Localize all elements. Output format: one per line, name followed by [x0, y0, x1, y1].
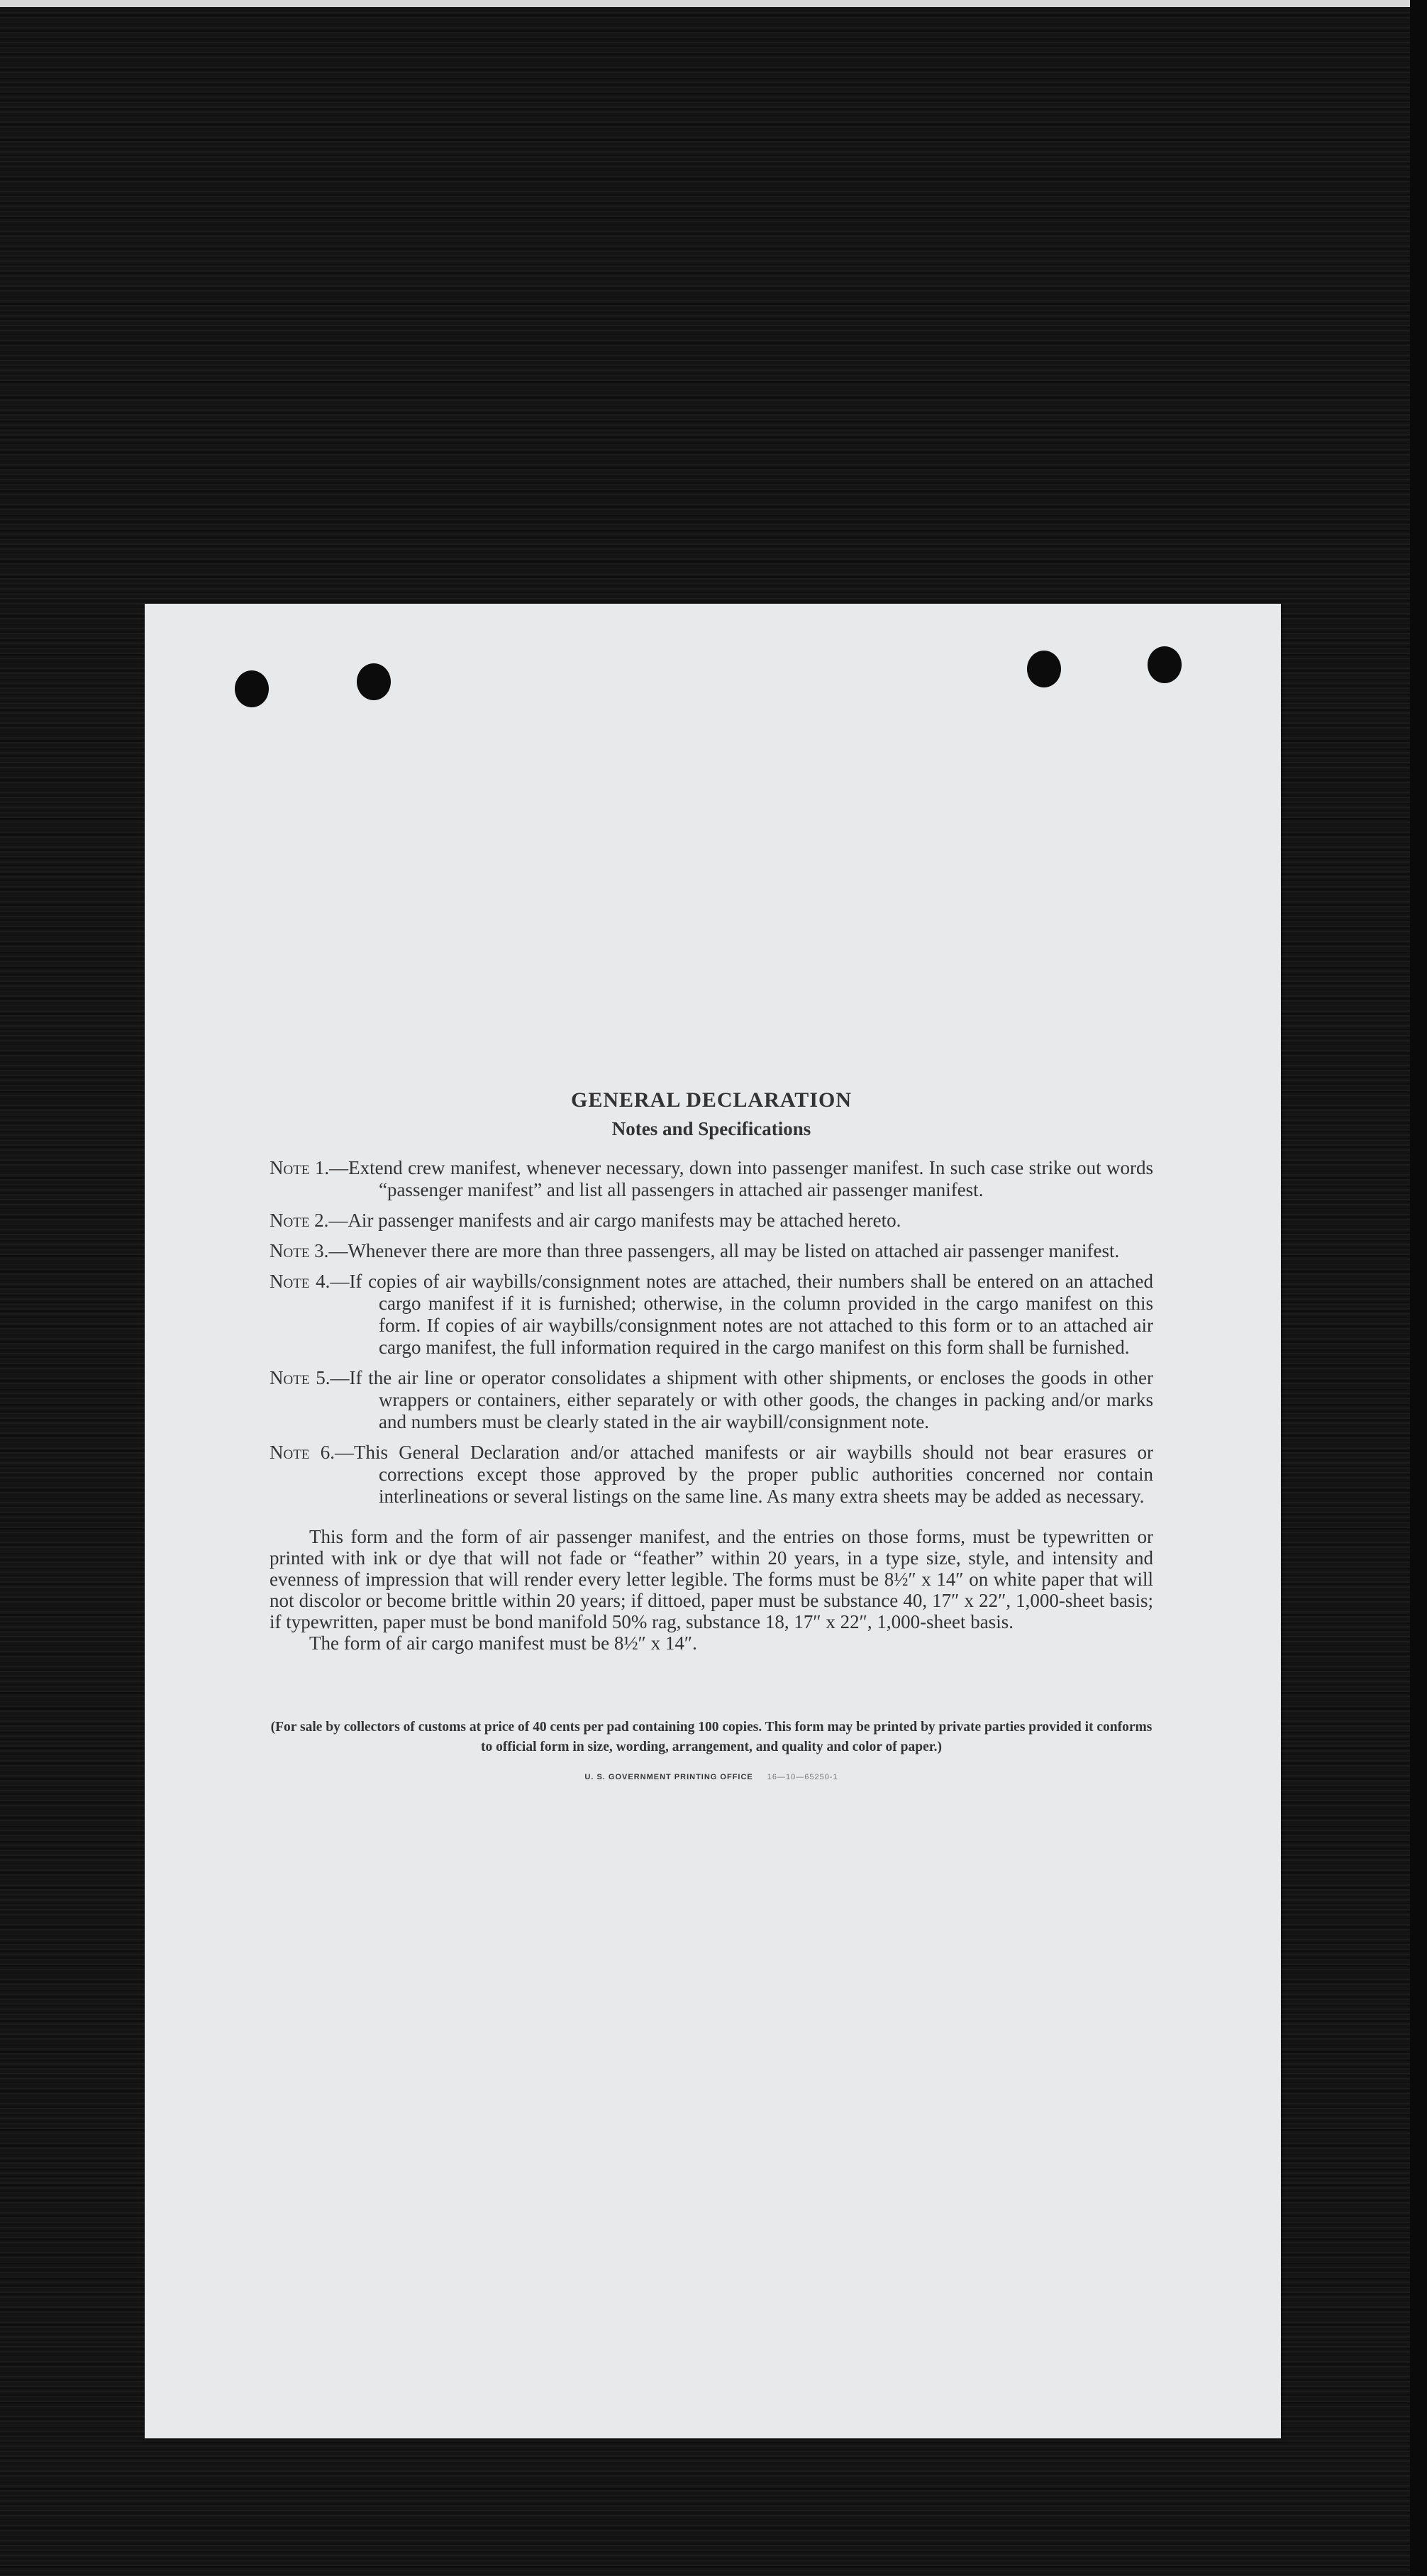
note-label: Note 6. — [270, 1442, 335, 1463]
punch-hole-left-2 — [357, 663, 391, 700]
note-text: —Extend crew manifest, whenever necessary, down into passenger manifest. In such case strike out words “passenger manifest” and list all passengers in attached air passenger manifest. — [329, 1157, 1154, 1200]
note-6 — [270, 1442, 1153, 1508]
cargo-manifest-size-paragraph: The form of air cargo manifest must be 8½″ x 14″. — [309, 1632, 697, 1654]
sale-note: (For sale by collectors of customs at price of 40 cents per pad containing 100 copies. This form may be printed by private parties provided it conforms to official form in size, wording, arrangement, and quality and color of paper.) — [270, 1720, 1153, 1754]
note-text: —This General Declaration and/or attached manifests or air waybills should not bear erasures or corrections except those approved by the proper public authorities concerned nor contain interlineations or several listings on the same line. As many extra sheets may be added as necessary. — [334, 1442, 1153, 1507]
note-label: Note 3. — [270, 1240, 329, 1261]
note-5 — [270, 1367, 1153, 1433]
note-text: —If the air line or operator consolidates a shipment with other shipments, or encloses the goods in other wrappers or containers, either separately or with other goods, the changes in packing and/or marks and numbers must be clearly stated in the air waybill/consignment note. — [330, 1367, 1153, 1432]
form-subtitle: Notes and Specifications — [611, 1118, 811, 1139]
document-sheet — [145, 604, 1281, 2438]
punch-hole-left-1 — [235, 670, 269, 707]
note-label: Note 5. — [270, 1367, 331, 1388]
punch-hole-right-1 — [1027, 651, 1061, 687]
scan-right-edge — [1410, 0, 1427, 2576]
scan-top-edge — [0, 0, 1411, 7]
note-text: —Whenever there are more than three passengers, all may be listed on attached air passenger manifest. — [328, 1240, 1120, 1261]
note-text: —Air passenger manifests and air cargo manifests may be attached hereto. — [328, 1210, 901, 1231]
note-1 — [270, 1157, 1153, 1201]
note-text: —If copies of air waybills/consignment notes are attached, their numbers shall be entered on an attached cargo manifest if it is furnished; otherwise, in the column provided in the cargo manifest on this form. If copies of air waybills/consignment notes are not attached to this form or to an attached air cargo manifest, the full information required in the cargo manifest on this form shall be furnished. — [330, 1271, 1153, 1358]
note-label: Note 2. — [270, 1210, 329, 1231]
printing-imprint — [270, 1773, 1153, 1781]
note-label: Note 1. — [270, 1157, 330, 1178]
note-4 — [270, 1271, 1153, 1359]
form-requirements-paragraph: This form and the form of air passenger manifest, and the entries on those forms, must be typewritten or printed with ink or dye that will not fade or “feather” within 20 years, in a type size, style, and intensity and evenness of impression that will render every letter legible. The forms must be 8½″ x 14″ on white paper that will not discolor or become brittle within 20 years; if dittoed, paper must be substance 40, 17″ x 22″, 1,000-sheet basis; if typewritten, paper must be bond manifold 50% rag, substance 18, 17″ x 22″, 1,000-sheet basis. — [270, 1526, 1153, 1632]
declaration-content — [270, 1086, 1153, 1781]
note-2 — [270, 1210, 1153, 1232]
printing-office: U. S. GOVERNMENT PRINTING OFFICE — [584, 1773, 753, 1781]
note-label: Note 4. — [270, 1271, 331, 1292]
form-title: GENERAL DECLARATION — [570, 1088, 852, 1112]
note-3 — [270, 1240, 1153, 1262]
punch-hole-right-2 — [1148, 646, 1182, 683]
print-code: 16—10—65250-1 — [767, 1773, 838, 1781]
